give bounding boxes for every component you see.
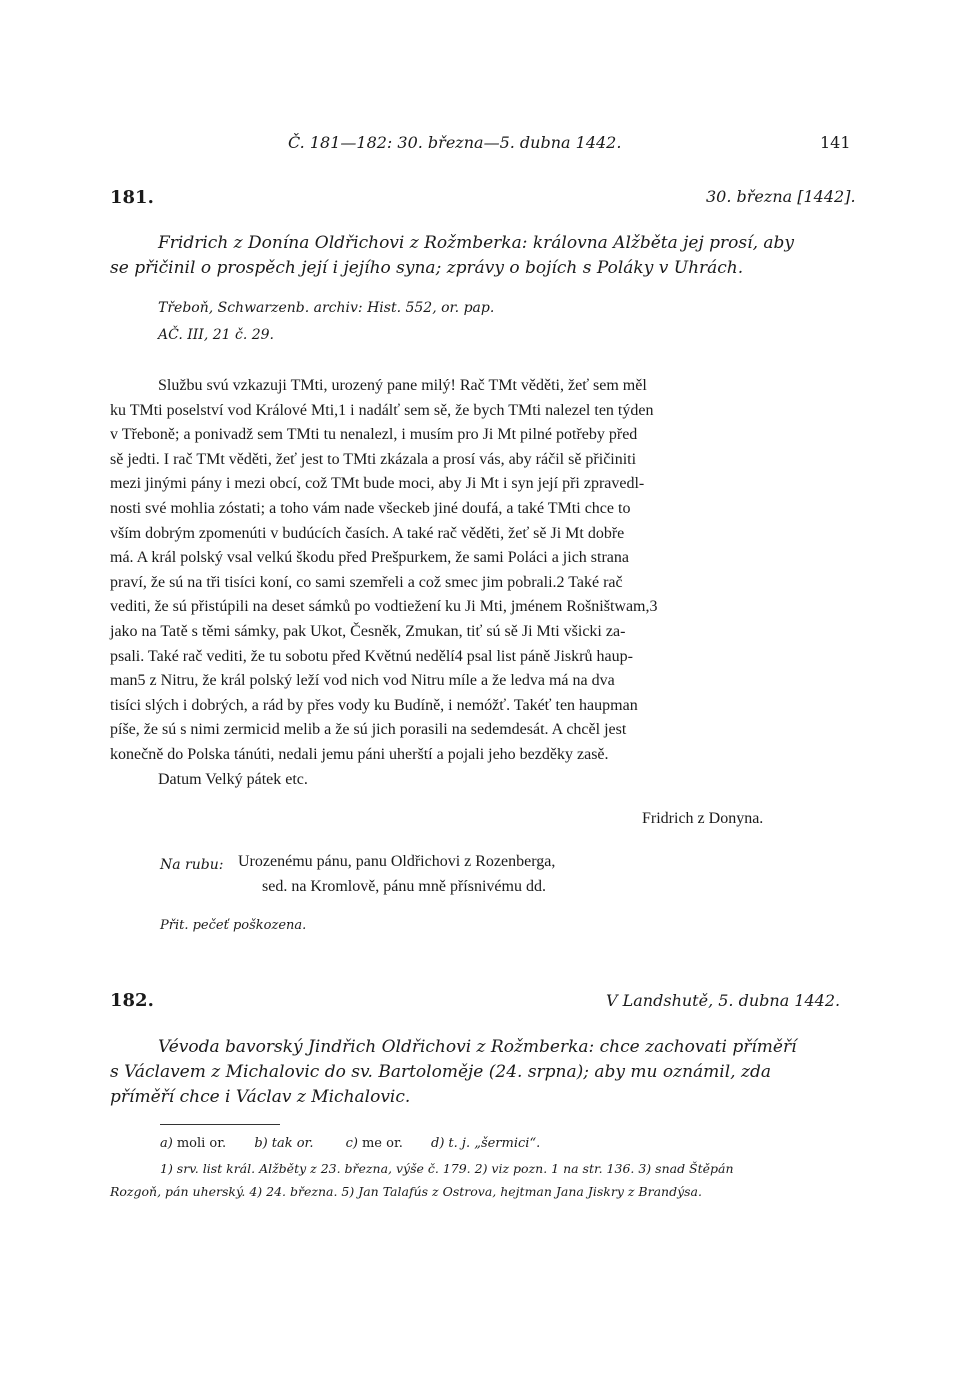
letter-text-181 bbox=[110, 374, 855, 792]
explanatory-footnotes-line-2: Rozgoň, pán uherský. 4) 24. března. 5) Jan Talafús z Ostrova, hejtman Jana Jiskry z Brandýsa. bbox=[110, 1184, 702, 1199]
footnote-key: d) bbox=[431, 1136, 445, 1151]
text-line: mezi jinými pány i mezi obcí, což TMt bude moci, aby Ji Mt i syn její při zpravedl- bbox=[110, 475, 645, 493]
text-line: sě jedti. I rač TMt věděti, žeť jest to TMti zkázala a prosí vás, aby ráčil sě přičiniti bbox=[110, 450, 637, 468]
footnote-text: t. j. „šermici“. bbox=[448, 1136, 541, 1151]
summary-182 bbox=[110, 1035, 850, 1110]
document-number-182: 182. bbox=[110, 990, 154, 1011]
text-line: má. A král polský vsal velkú škodu před Prešpurkem, že sami Poláci a jich strana bbox=[110, 549, 629, 567]
footnote-key: a) bbox=[160, 1136, 173, 1151]
summary-line: se přičinil o prospěch její i jejího syna; zprávy o bojích s Poláky v Uhrách. bbox=[110, 258, 744, 278]
text-line: praví, že sú na tři tisíci koní, co sami szemřeli a což smec jim pobrali.2 Také rač bbox=[110, 573, 623, 591]
text-line: konečně do Polska tánúti, nedali jemu páni uherští a pojali jeho bezděky zasě. bbox=[110, 745, 609, 763]
footnote-key: b) bbox=[254, 1136, 268, 1151]
text-line: tisíci slých i dobrých, a rád by přes vody ku Budíně, i nemóžť. Takéť ten haupman bbox=[110, 696, 638, 714]
summary-line: Fridrich z Donína Oldřichovi z Rožmberka: královna Alžběta jej prosí, aby bbox=[158, 233, 795, 253]
footnote-text: moli or. bbox=[176, 1136, 227, 1151]
footnote-text: tak or. bbox=[271, 1136, 314, 1151]
summary-line: Vévoda bavorský Jindřich Oldřichovi z Rožmberka: chce zachovati příměří bbox=[158, 1037, 797, 1057]
text-line: vediti, že sú přistúpili na deset sámků po vodtiežení ku Ji Mti, jménem Rošništwam,3 bbox=[110, 598, 658, 616]
signature: Fridrich z Donyna. bbox=[642, 810, 764, 827]
footnote-text: me or. bbox=[361, 1136, 403, 1151]
edition-reference: AČ. III, 21 č. 29. bbox=[158, 327, 274, 343]
text-line: Datum Velký pátek etc. bbox=[158, 770, 308, 788]
address-line-1: Urozenému pánu, panu Oldřichovi z Rozenberga, bbox=[238, 853, 556, 870]
summary-line: s Václavem z Michalovic do sv. Bartoloměje (24. srpna); aby mu oznámil, zda bbox=[110, 1062, 771, 1082]
text-line: ku TMti poselství vod Králové Mti,1 i nadálť sem sě, že bych TMti nalezel ten týden bbox=[110, 401, 654, 419]
address-line-2: sed. na Kromlově, pánu mně přísnivému dd. bbox=[262, 878, 546, 895]
footnote-key: c) bbox=[345, 1136, 358, 1151]
summary-line: příměří chce i Václav z Michalovic. bbox=[110, 1087, 411, 1107]
archival-source: Třeboň, Schwarzenb. archiv: Hist. 552, or. pap. bbox=[158, 300, 495, 316]
verso-label: Na rubu: bbox=[160, 857, 224, 873]
text-line: nosti své mohlia zóstati; a toho vám nade všeckeb jiné doufá, a také TMti chce to bbox=[110, 499, 631, 517]
text-line: jako na Tatě s těmi sámky, pak Ukot, Česněk, Zmukan, tiť sú sě Ji Mti všicki za- bbox=[110, 622, 626, 640]
text-line: man5 z Nitru, že král polský leží vod nich vod Nitru míle a že ledva má na dva bbox=[110, 672, 615, 690]
text-line: píše, že sú s nimi zermicid melib a že sú jich porasili na sedemdesát. A chcěl jest bbox=[110, 721, 627, 739]
document-date-181: 30. března [1442]. bbox=[706, 187, 856, 206]
text-line: psali. Také rač vediti, že tu sobotu před Květnú nedělí4 psal list páně Jiskrů haup- bbox=[110, 647, 633, 665]
explanatory-footnotes-line-1: 1) srv. list král. Alžběty z 23. března, výše č. 179. 2) viz pozn. 1 na str. 136. 3) snad Štěpán bbox=[160, 1161, 734, 1176]
footnote-divider bbox=[160, 1124, 280, 1125]
text-line: Službu svú vzkazuji TMti, urozený pane milý! Rač TMt věděti, žeť sem měl bbox=[158, 377, 647, 394]
summary-181 bbox=[110, 231, 850, 281]
running-header: Č. 181—182: 30. března—5. dubna 1442. bbox=[288, 133, 622, 152]
document-number-181: 181. bbox=[110, 187, 154, 208]
document-date-182: V Landshutě, 5. dubna 1442. bbox=[606, 991, 841, 1010]
seal-note: Přit. pečeť poškozena. bbox=[160, 918, 307, 933]
text-line: v Třeboně; a ponivadž sem TMti tu nenalezl, i musím pro Ji Mt pilné potřeby před bbox=[110, 426, 638, 444]
page-number: 141 bbox=[820, 133, 851, 152]
variant-footnotes bbox=[160, 1136, 544, 1151]
text-line: vším dobrým zpomenúti v budúcích časích. A také rač věděti, žeť sě Ji Mt dobře bbox=[110, 524, 625, 542]
